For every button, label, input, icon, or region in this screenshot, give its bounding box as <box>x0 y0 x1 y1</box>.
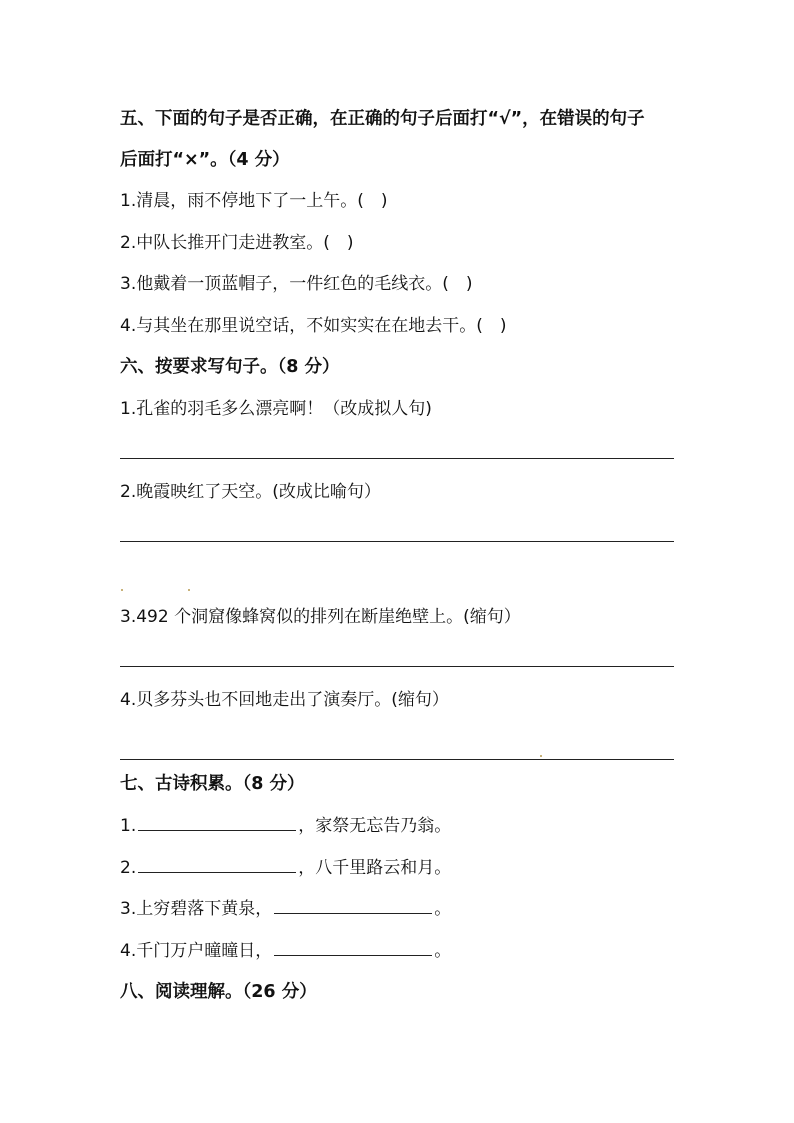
poem-suffix: 。 <box>434 941 452 961</box>
poem-suffix: ，家祭无忘告乃翁。 <box>298 816 452 836</box>
answer-line-1[interactable] <box>120 458 674 459</box>
poem-blank-1[interactable] <box>138 815 296 831</box>
section-5-item-4: 4.与其坐在那里说空话，不如实实在在地去干。( ) <box>120 316 507 336</box>
section-5-item-3: 3.他戴着一顶蓝帽子，一件红色的毛线衣。( ) <box>120 274 473 294</box>
poem-prefix: 1. <box>120 816 137 836</box>
section-7-title: 七、古诗积累。（8 分） <box>120 774 305 794</box>
poem-blank-2[interactable] <box>138 857 296 873</box>
section-6-item-4: 4.贝多芬头也不回地走出了演奏厅。(缩句） <box>120 690 449 710</box>
poem-suffix: 。 <box>434 899 452 919</box>
stray-mark <box>121 589 123 591</box>
section-6-title: 六、按要求写句子。（8 分） <box>120 357 340 377</box>
section-6-item-3: 3.492 个洞窟像蜂窝似的排列在断崖绝壁上。(缩句） <box>120 607 521 627</box>
answer-line-3[interactable] <box>120 666 674 667</box>
poem-prefix: 3.上穷碧落下黄泉， <box>120 899 273 919</box>
section-5-title-line-2: 后面打“×”。（4 分） <box>120 150 290 170</box>
stray-mark <box>540 755 542 757</box>
poem-suffix: ，八千里路云和月。 <box>298 858 452 878</box>
section-6-item-2: 2.晚霞映红了天空。(改成比喻句） <box>120 482 381 502</box>
section-6-item-1: 1.孔雀的羽毛多么漂亮啊！（改成拟人句) <box>120 399 432 419</box>
answer-line-2[interactable] <box>120 541 674 542</box>
section-5-title-line-1: 五、下面的句子是否正确，在正确的句子后面打“√”，在错误的句子 <box>120 109 645 129</box>
stray-mark <box>188 589 190 591</box>
poem-blank-4[interactable] <box>274 940 432 956</box>
section-7-item-3 <box>120 898 451 920</box>
section-7-item-4 <box>120 940 451 962</box>
section-5-item-1: 1.清晨，雨不停地下了一上午。( ) <box>120 191 388 211</box>
section-7-item-1 <box>120 815 451 837</box>
section-5-item-2: 2.中队长推开门走进教室。( ) <box>120 233 354 253</box>
section-8-title: 八、阅读理解。（26 分） <box>120 982 317 1002</box>
poem-prefix: 4.千门万户曈曈日， <box>120 941 273 961</box>
answer-line-4[interactable] <box>120 759 674 760</box>
poem-prefix: 2. <box>120 858 137 878</box>
section-7-item-2 <box>120 857 451 879</box>
poem-blank-3[interactable] <box>274 898 432 914</box>
